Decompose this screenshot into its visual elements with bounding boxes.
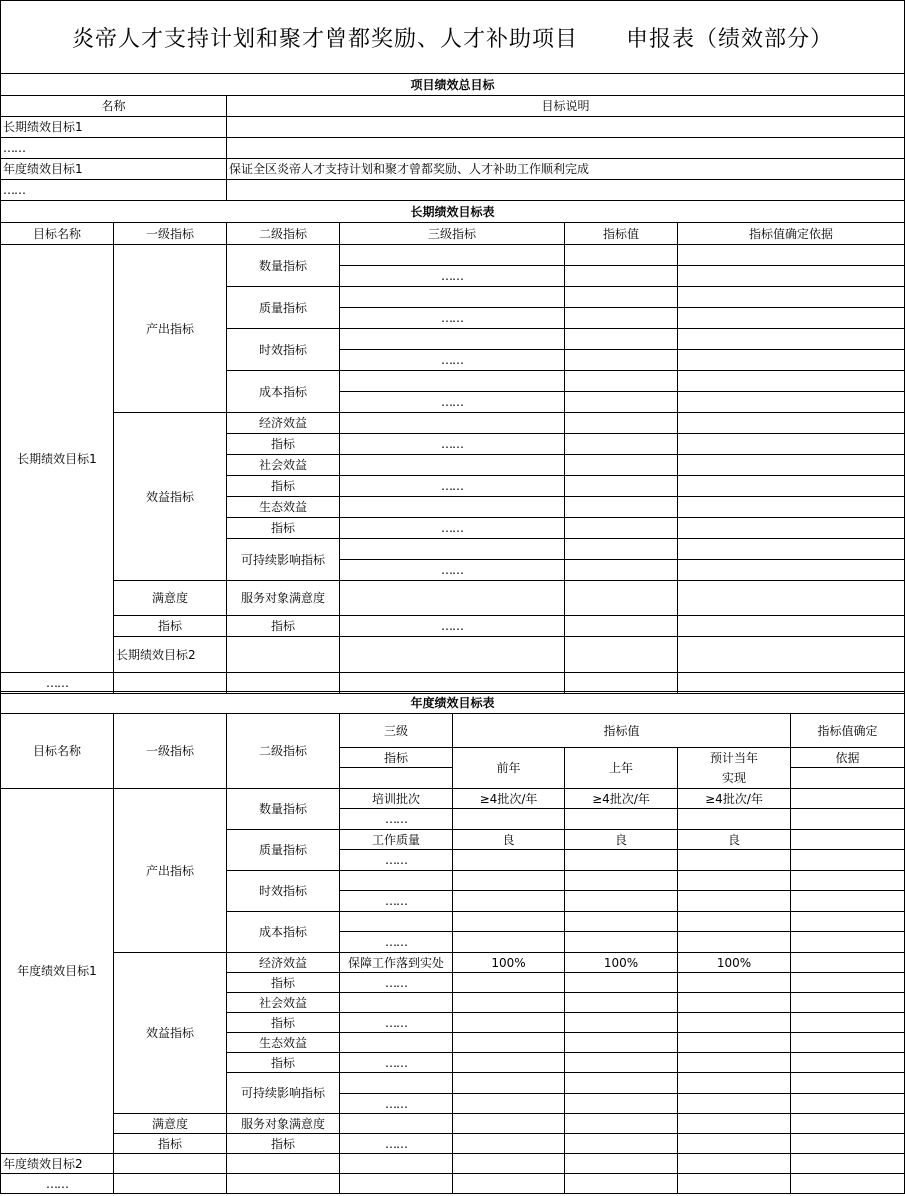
long-indicator: 指标 (227, 616, 340, 637)
annual-indicator: 指标 (227, 1134, 340, 1154)
annual-timeliness: 时效指标 (227, 871, 340, 912)
long-quality: 质量指标 (227, 287, 340, 329)
overall-row-desc (227, 117, 905, 138)
long-dots: …… (340, 560, 565, 581)
long-goal-1: 长期绩效目标1 (1, 245, 114, 673)
long-col-goal: 目标名称 (1, 223, 114, 245)
long-dots: …… (340, 434, 565, 455)
long-indicator: 指标 (227, 518, 340, 539)
long-indicator: 指标 (114, 616, 227, 637)
annual-training-prev: ≥4批次/年 (453, 789, 565, 809)
annual-cost: 成本指标 (227, 912, 340, 953)
annual-dots: …… (340, 973, 453, 993)
long-quantity: 数量指标 (227, 245, 340, 287)
long-sustain: 可持续影响指标 (227, 539, 340, 581)
long-social: 社会效益 (227, 455, 340, 476)
long-ecological: 生态效益 (227, 497, 340, 518)
annual-col-basis-b: 依据 (791, 748, 905, 768)
annual-service-sat: 服务对象满意度 (227, 1114, 340, 1134)
annual-quantity: 数量指标 (227, 789, 340, 830)
annual-dots: …… (340, 1094, 453, 1114)
long-header: 长期绩效目标表 (1, 201, 905, 223)
annual-indicator: 指标 (114, 1134, 227, 1154)
annual-indicator: 指标 (227, 1053, 340, 1073)
long-goal-2: 长期绩效目标2 (114, 637, 227, 673)
long-dots: …… (1, 673, 114, 694)
annual-indicator: 指标 (227, 1013, 340, 1033)
annual-goal-1: 年度绩效目标1 (1, 789, 114, 1154)
annual-dots: …… (340, 1134, 453, 1154)
table-row (1, 180, 905, 201)
annual-training-last: ≥4批次/年 (565, 789, 678, 809)
long-dots: …… (340, 518, 565, 539)
annual-col-expect-a: 预计当年 (678, 748, 791, 768)
long-col-l1: 一级指标 (114, 223, 227, 245)
long-col-value: 指标值 (565, 223, 678, 245)
annual-ecological: 生态效益 (227, 1033, 340, 1053)
annual-guarantee-last: 100% (565, 953, 678, 973)
annual-dots: …… (340, 1053, 453, 1073)
annual-table (0, 691, 905, 1194)
form-title (0, 0, 905, 74)
overall-row-name: 长期绩效目标1 (1, 117, 227, 138)
annual-work-quality-expect: 良 (678, 830, 791, 850)
annual-training-name: 培训批次 (340, 789, 453, 809)
annual-satisfaction: 满意度 (114, 1114, 227, 1134)
annual-sustain: 可持续影响指标 (227, 1073, 340, 1114)
annual-indicator: 指标 (227, 973, 340, 993)
long-economic: 经济效益 (227, 413, 340, 434)
annual-work-quality-last: 良 (565, 830, 678, 850)
overall-goals-table (0, 73, 905, 201)
annual-col-value: 指标值 (453, 714, 791, 748)
long-satisfaction: 满意度 (114, 581, 227, 616)
annual-guarantee-prev: 100% (453, 953, 565, 973)
annual-col-last: 上年 (565, 748, 678, 789)
annual-col-basis-a: 指标值确定 (791, 714, 905, 748)
overall-row-name: …… (1, 138, 227, 159)
overall-header: 项目绩效总目标 (1, 74, 905, 96)
overall-row-desc (227, 180, 905, 201)
long-indicator: 指标 (227, 476, 340, 497)
annual-output-indicator: 产出指标 (114, 789, 227, 953)
annual-work-quality-name: 工作质量 (340, 830, 453, 850)
overall-col-desc: 目标说明 (227, 96, 905, 117)
long-term-table (0, 200, 905, 694)
long-timeliness: 时效指标 (227, 329, 340, 371)
long-dots: …… (340, 392, 565, 413)
annual-dots: …… (340, 1013, 453, 1033)
annual-col-l2: 二级指标 (227, 714, 340, 789)
annual-col-goal: 目标名称 (1, 714, 114, 789)
annual-dots: …… (1, 1174, 114, 1194)
overall-row-desc (227, 138, 905, 159)
overall-row-desc: 保证全区炎帝人才支持计划和聚才曾都奖励、人才补助工作顺利完成 (227, 159, 905, 180)
table-row (1, 117, 905, 138)
annual-col-prev: 前年 (453, 748, 565, 789)
annual-quality: 质量指标 (227, 830, 340, 871)
annual-economic: 经济效益 (227, 953, 340, 973)
annual-col-l3a: 三级 (340, 714, 453, 748)
overall-row-name: 年度绩效目标1 (1, 159, 227, 180)
annual-dots: …… (340, 809, 453, 830)
overall-row-name: …… (1, 180, 227, 201)
long-col-basis: 指标值确定依据 (678, 223, 905, 245)
table-row (1, 159, 905, 180)
annual-goal-2: 年度绩效目标2 (1, 1154, 114, 1174)
long-dots: …… (340, 308, 565, 329)
long-dots: …… (340, 266, 565, 287)
annual-guarantee-expect: 100% (678, 953, 791, 973)
long-indicator: 指标 (227, 434, 340, 455)
table-row (1, 138, 905, 159)
long-col-l3: 三级指标 (340, 223, 565, 245)
annual-col-expect-b: 实现 (678, 768, 791, 789)
annual-training-expect: ≥4批次/年 (678, 789, 791, 809)
long-dots: …… (340, 350, 565, 371)
annual-benefit-indicator: 效益指标 (114, 953, 227, 1114)
long-cost: 成本指标 (227, 371, 340, 413)
annual-dots: …… (340, 850, 453, 871)
overall-col-name: 名称 (1, 96, 227, 117)
long-dots: …… (340, 476, 565, 497)
long-col-l2: 二级指标 (227, 223, 340, 245)
long-dots: …… (340, 616, 565, 637)
annual-header: 年度绩效目标表 (1, 692, 905, 714)
annual-col-l1: 一级指标 (114, 714, 227, 789)
annual-social: 社会效益 (227, 993, 340, 1013)
long-benefit-indicator: 效益指标 (114, 413, 227, 581)
annual-dots: …… (340, 932, 453, 953)
form-title-main: 炎帝人才支持计划和聚才曾都奖励、人才补助项目 (72, 27, 579, 52)
annual-col-l3b: 指标 (340, 748, 453, 768)
long-service-sat: 服务对象满意度 (227, 581, 340, 616)
long-output-indicator: 产出指标 (114, 245, 227, 413)
annual-guarantee-name: 保障工作落到实处 (340, 953, 453, 973)
annual-work-quality-prev: 良 (453, 830, 565, 850)
annual-dots: …… (340, 891, 453, 912)
form-title-sub: 申报表（绩效部分） (625, 27, 833, 52)
